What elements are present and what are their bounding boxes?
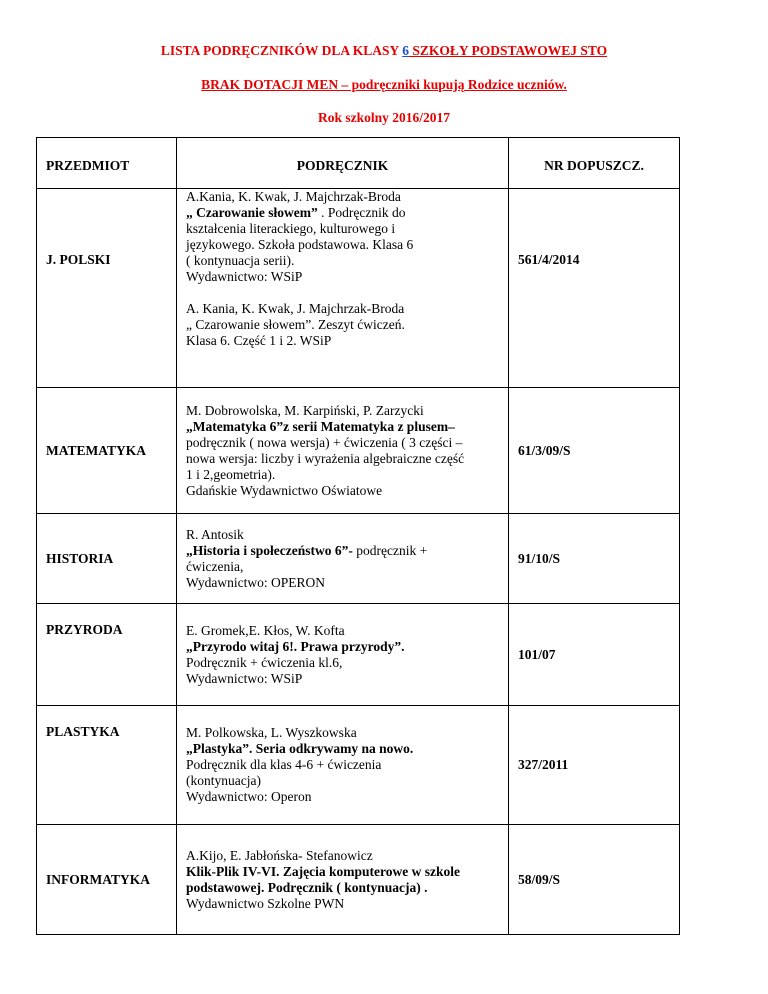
book-description: (kontynuacja) — [186, 773, 261, 788]
subject-cell: HISTORIA — [37, 514, 177, 604]
book-title: „Matematyka 6”z serii Matematyka z plusem– — [186, 418, 455, 434]
book-authors: A.Kania, K. Kwak, J. Majchrzak-Broda — [186, 189, 401, 204]
book-publisher: Wydawnictwo: WSiP — [186, 269, 303, 284]
book-description: podręcznik + — [352, 542, 428, 558]
book-publisher: Wydawnictwo: Operon — [186, 789, 312, 804]
book-description: kształcenia literackiego, kulturowego i — [186, 221, 396, 236]
book-title: „ Czarowanie słowem” — [186, 205, 318, 220]
book-authors: R. Antosik — [186, 526, 244, 542]
approval-number: 61/3/09/S — [509, 388, 680, 514]
column-header-subject: PRZEDMIOT — [37, 138, 177, 189]
approval-number: 101/07 — [509, 604, 680, 706]
book-description: ( kontynuacja serii). — [186, 253, 295, 268]
table-row — [37, 189, 680, 388]
subject-cell: PRZYRODA — [37, 604, 177, 706]
book-publisher: Gdańskie Wydawnictwo Oświatowe — [186, 482, 383, 498]
book-description: . Podręcznik do — [317, 205, 406, 220]
book-cell — [177, 825, 509, 935]
approval-number: 561/4/2014 — [509, 189, 680, 388]
title-suffix: SZKOŁY PODSTAWOWEJ STO — [408, 43, 608, 58]
book-title: „Przyrodo witaj 6!. Prawa przyrody”. — [186, 638, 405, 654]
book-authors: M. Polkowska, L. Wyszkowska — [186, 725, 357, 740]
book-cell — [177, 388, 509, 514]
approval-number: 327/2011 — [509, 706, 680, 825]
book-description: językowego. Szkoła podstawowa. Klasa 6 — [186, 237, 414, 252]
subject-cell: J. POLSKI — [37, 189, 177, 388]
book-cell — [177, 514, 509, 604]
book-publisher: Wydawnictwo: OPERON — [186, 574, 326, 590]
school-year: Rok szkolny 2016/2017 — [317, 110, 451, 125]
book-description: 1 i 2,geometria). — [186, 466, 276, 482]
book-publisher: Wydawnictwo: WSiP — [186, 670, 303, 686]
book-description: Podręcznik + ćwiczenia kl.6, — [186, 654, 343, 670]
table-row — [37, 706, 680, 825]
title-prefix: LISTA PODRĘCZNIKÓW DLA KLASY — [160, 43, 403, 58]
workbook-authors: A. Kania, K. Kwak, J. Majchrzak-Broda — [186, 301, 405, 316]
document-title — [0, 43, 768, 59]
book-title: „Historia i społeczeństwo 6”- — [186, 542, 353, 558]
book-title: „Plastyka”. Seria odkrywamy na nowo. — [186, 741, 414, 756]
book-cell — [177, 189, 509, 388]
book-description: ćwiczenia, — [186, 558, 244, 574]
table-header-row — [37, 138, 680, 189]
workbook-details: Klasa 6. Część 1 i 2. WSiP — [186, 333, 332, 348]
table-row — [37, 514, 680, 604]
book-authors: E. Gromek,E. Kłos, W. Kofta — [186, 622, 345, 638]
subject-cell: MATEMATYKA — [37, 388, 177, 514]
approval-number: 91/10/S — [509, 514, 680, 604]
book-cell — [177, 604, 509, 706]
book-title: Klik-Plik IV-VI. Zajęcia komputerowe w szkole — [186, 863, 460, 879]
book-authors: A.Kijo, E. Jabłońska- Stefanowicz — [186, 847, 373, 863]
book-title-continued: podstawowej. Podręcznik ( kontynuacja) . — [186, 879, 428, 895]
textbook-table — [36, 137, 680, 935]
table-row — [37, 604, 680, 706]
workbook-title: „ Czarowanie słowem”. Zeszyt ćwiczeń. — [186, 317, 405, 332]
table-row — [37, 825, 680, 935]
book-description: nowa wersja: liczby i wyrażenia algebraiczne część — [186, 450, 465, 466]
book-cell — [177, 706, 509, 825]
subject-cell: PLASTYKA — [37, 706, 177, 825]
book-authors: M. Dobrowolska, M. Karpiński, P. Zarzycki — [186, 402, 424, 418]
funding-notice: BRAK DOTACJI MEN – podręczniki kupują Rodzice uczniów. — [201, 77, 567, 92]
column-header-book: PODRĘCZNIK — [177, 138, 509, 189]
book-description: podręcznik ( nowa wersja) + ćwiczenia ( 3 części – — [186, 434, 463, 450]
approval-number: 58/09/S — [509, 825, 680, 935]
column-header-number: NR DOPUSZCZ. — [509, 138, 680, 189]
book-description: Podręcznik dla klas 4-6 + ćwiczenia — [186, 757, 382, 772]
subject-cell: INFORMATYKA — [37, 825, 177, 935]
class-number-link[interactable]: 6 — [402, 43, 409, 58]
book-publisher: Wydawnictwo Szkolne PWN — [186, 895, 345, 911]
table-row — [37, 388, 680, 514]
